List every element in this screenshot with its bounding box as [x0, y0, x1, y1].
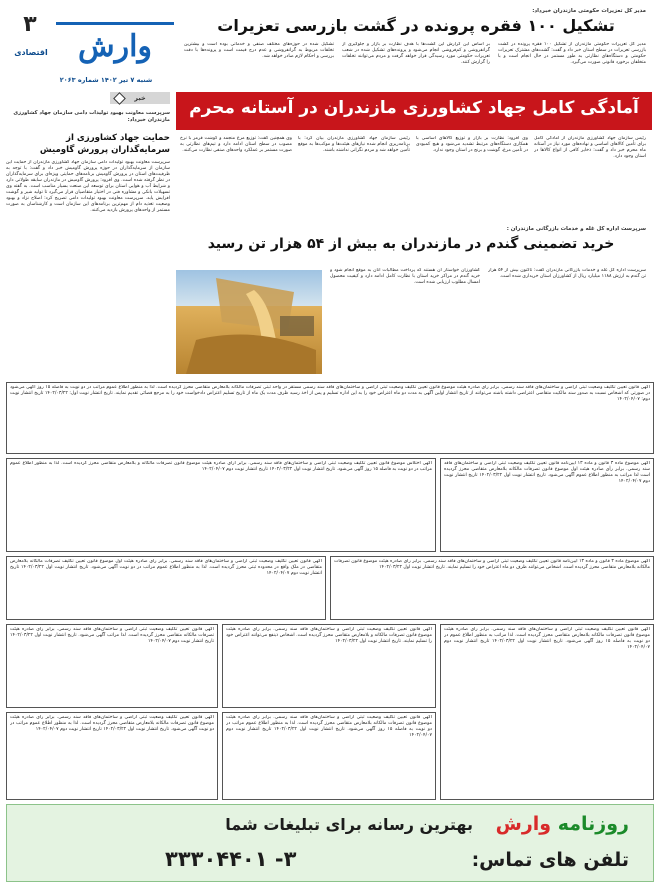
banner-headline: آمادگی کامل جهاد کشاورزی مازندران در آستانه محرم: [189, 98, 639, 118]
legal-ad-4: [330, 556, 654, 620]
legal-ad-text: آگهی قانون تعیین تکلیف وضعیت ثبتی اراضی و ساختمان‌های فاقد سند رسمی. برابر رأی صادره هیئت موضوع قانون تعیین تکلیف وضعیت ثبتی اراضی و ساختمان‌های فاقد سند رسمی مستقر در واحد ثبتی تصرفات مالکانه بلامعارض متقاضی محرز گردیده است. لذا به منظور اطلاع عموم مراتب در دو نوبت به فاصله ۱۵ روز آگهی می‌شود در صورتی که اشخاص نسبت به صدور سند مالکیت متقاضی اعتراضی داشته باشند می‌توانند از تاریخ انتشار اولین آگهی به مدت دو ماه اعتراض خود را به این اداره تسلیم و پس از اخذ رسید ظرف مدت یک ماه از تاریخ تسلیم اعتراض دادخواست خود را به مرجع قضائی تقدیم نمایند. تاریخ انتشار نوبت اول: ۱۴۰۲/۰۳/۲۲ تاریخ انتشار نوبت دوم: ۱۴۰۲/۰۴/۰۷: [10, 385, 650, 402]
footer-brand: [496, 813, 629, 835]
banner-headline-box: [176, 92, 652, 130]
top-story-kicker: مدیر کل تعزیرات حکومتی مازندران خبرداد:: [532, 8, 646, 14]
footer-contact-label: تلفن های تماس:: [471, 849, 629, 871]
footer-brand-name: وارش: [495, 813, 552, 835]
legal-ad-6: [440, 624, 654, 800]
legal-ad-9: [222, 712, 436, 800]
banner-story-col2: وی افزود: نظارت بر بازار و توزیع کالاهای اساسی با همکاری دستگاه‌های مرتبط تشدید می‌شود و هیچ کمبودی در تأمین مرغ، گوشت و برنج در استان وجود ندارد.: [416, 136, 528, 153]
news-tag: خبر: [110, 92, 170, 104]
legal-ad-text: آگهی موضوع ماده ۳ قانون و ماده ۱۳ آیین‌نامه قانون تعیین تکلیف وضعیت ثبتی اراضی و ساختمان‌های فاقد سند رسمی. برابر رأی صادره هیئت اول موضوع قانون تصرفات مالکانه بلامعارض متقاضی محرز گردیده است لذا مراتب به منظور اطلاع عموم آگهی می‌شود. تاریخ انتشار نوبت اول ۱۴۰۲/۰۳/۲۲ تاریخ انتشار نوبت دوم ۱۴۰۲/۰۴/۰۷: [444, 461, 650, 484]
legal-ad-text: آگهی قانون تعیین تکلیف وضعیت ثبتی اراضی و ساختمان‌های فاقد سند رسمی. برابر رأی صادره هیئت موضوع قانون تصرفات مالکانه و بلامعارض متقاضی محرز گردیده است. اشخاص ذینفع می‌توانند اعتراض خود را تسلیم نمایند. تاریخ انتشار نوبت اول ۱۴۰۲/۰۳/۲۲: [226, 627, 432, 644]
wheat-story-headline: خرید تضمینی گندم در مازندران به بیش از ۵۴ هزار تن رسید: [207, 236, 615, 252]
legal-ad-2: [440, 458, 654, 552]
legal-ad-7: [222, 624, 436, 708]
legal-ad-text: آگهی موضوع ماده ۳ قانون و ماده ۱۳ آیین‌نامه قانون تعیین تکلیف وضعیت ثبتی اراضی و ساختمان‌های فاقد سند رسمی. برابر رأی صادره هیئت موضوع قانون تصرفات مالکانه بلامعارض متقاضی محرز گردیده است. اشخاص می‌توانند ظرف دو ماه اعتراض خود را تسلیم نمایند. تاریخ انتشار نوبت اول ۱۴۰۲/۰۳/۲۲: [334, 559, 650, 570]
footer-slogan: بهترین رسانه برای تبلیغات شما: [225, 815, 473, 834]
legal-ad-3: [6, 458, 436, 552]
sidebar-body: سرپرست معاونت بهبود تولیدات دامی سازمان جهاد کشاورزی مازندران از حمایت این سازمان از سرمایه‌گذاران در حوزه پرورش گاومیش خبر داد و گفت: با توجه به ظرفیت‌های استان در پرورش گاومیش برنامه‌های حمایتی ویژه‌ای برای سرمایه‌گذاران در نظر گرفته شده است. وی افزود: پرورش گاومیش در مازندران سابقه طولانی دارد و شرایط آب و هوایی استان برای توسعه این صنعت بسیار مناسب است. به گفته وی تسهیلات بانکی و مشاوره فنی در اختیار متقاضیان قرار می‌گیرد تا تولید شیر و گوشت افزایش یابد. سرپرست معاونت بهبود تولیدات دامی تصریح کرد: اصلاح نژاد و بهبود وضعیت تغذیه دام از مهم‌ترین برنامه‌های این سازمان است و کارشناسان به صورت مستمر از واحدهای پرورش بازدید می‌کنند.: [6, 160, 170, 213]
banner-story-col1: رئیس سازمان جهاد کشاورزی مازندران از آمادگی کامل برای تأمین کالاهای اساسی و نهاده‌های مورد نیاز در آستانه ماه محرم خبر داد و گفت: ذخایر کافی از انواع کالاها در استان وجود دارد.: [534, 136, 646, 159]
legal-ad-text: آگهی قانون تعیین تکلیف وضعیت ثبتی اراضی و ساختمان‌های فاقد سند رسمی. برابر رأی صادره هیئت موضوع قانون تصرفات مالکانه بلامعارض متقاضی محرز گردیده است. لذا مراتب به منظور اطلاع عموم در دو نوبت به فاصله ۱۵ روز آگهی می‌شود. تاریخ انتشار نوبت اول ۱۴۰۲/۰۳/۲۲ تاریخ انتشار نوبت دوم ۱۴۰۲/۰۴/۰۷: [444, 627, 650, 650]
legal-ad-text: آگهی قانون تعیین تکلیف وضعیت ثبتی اراضی و ساختمان‌های فاقد سند رسمی. برابر رأی صادره هیئت تصرفات مالکانه متقاضی محرز گردیده است. لذا مراتب آگهی می‌شود. تاریخ انتشار نوبت اول ۱۴۰۲/۰۳/۲۲ تاریخ انتشار نوبت دوم ۱۴۰۲/۰۴/۰۷: [10, 627, 214, 644]
wheat-story-kicker: سرپرست اداره کل غله و خدمات بازرگانی مازندران :: [506, 226, 646, 232]
footer-phone-number: ۳- ۳۳۳۰۴۴۰۱: [165, 847, 297, 871]
issue-line: شنبه ۷ تیر ۱۴۰۲ شماره ۲۰۶۳: [59, 76, 153, 84]
sidebar-headline: حمایت جهاد کشاورزی از سرمایه‌گذاران پرورش گاومیش: [39, 133, 170, 155]
legal-ad-10: [6, 712, 218, 800]
footer-brand-prefix: روزنامه: [557, 813, 629, 835]
top-story-col3: تشکیل شده در حوزه‌های مختلف صنفی و خدماتی بوده است و بیشترین تخلفات مربوط به گرانفروشی و عدم درج قیمت است و پرونده‌ها با دقت بررسی و احکام لازم صادر خواهد شد.: [184, 42, 334, 59]
top-story-col2: بر اساس این گزارش این گشت‌ها با هدف نظارت بر بازار و جلوگیری از گرانفروشی و کم‌فروشی انجام می‌شود و پرونده‌های تشکیل شده در شعب تعزیرات حکومتی مورد رسیدگی قرار خواهد گرفت و مردم می‌توانند تخلفات را گزارش کنند.: [342, 42, 490, 65]
legal-ad-text: آگهی قانون تعیین تکلیف وضعیت ثبتی اراضی و ساختمان‌های فاقد سند رسمی. برابر رأی صادره هیئت اول موضوع قانون تعیین تکلیف تصرفات مالکانه بلامعارض متقاضی در ملک واقع در محدوده ثبتی محرز گردیده است. لذا به منظور اطلاع عموم مراتب در دو نوبت آگهی می‌شود. تاریخ انتشار نوبت اول ۱۴۰۲/۰۳/۲۲ تاریخ انتشار نوبت دوم ۱۴۰۲/۰۴/۰۷: [10, 559, 322, 576]
sidebar-kicker: سرپرست معاونت بهبود تولیدات دامی سازمان جهاد کشاورزی مازندران خبرداد:: [13, 110, 170, 123]
footer-advertisement: [6, 804, 654, 882]
logo-text: وارش: [78, 29, 152, 64]
newspaper-logo: [56, 12, 174, 70]
wheat-story-col1: سرپرست اداره کل غله و خدمات بازرگانی مازندران گفت: تاکنون بیش از ۵۴ هزار تن گندم به ارزش ۱۱۸۸ میلیارد ریال از کشاورزان استان خریداری شده است.: [488, 268, 646, 279]
legal-ad-1: [6, 382, 654, 454]
banner-story-col4: وی همچنین گفت: توزیع مرغ منجمد و گوشت قرمز با نرخ مصوب در سطح استان ادامه دارد و تیم‌های نظارتی به صورت مستمر بر عملکرد واحدهای صنفی نظارت می‌کنند.: [180, 136, 292, 153]
wheat-story-col2: کشاورزان خواستار آن هستند که پرداخت مطالبات آنان به موقع انجام شود و خرید گندم در مراکز خرید استان با نظارت کامل ادامه دارد و کیفیت محصول امسال مطلوب ارزیابی شده است.: [330, 268, 480, 285]
page-number: ۳: [23, 12, 37, 37]
section-name: اقتصادی: [14, 48, 48, 57]
legal-ad-text: آگهی قانون تعیین تکلیف وضعیت ثبتی اراضی و ساختمان‌های فاقد سند رسمی. برابر رأی صادره هیئت موضوع قانون تصرفات مالکانه بلامعارض متقاضی محرز گردیده است. لذا به منظور اطلاع عموم مراتب در دو نوبت به فاصله ۱۵ روز آگهی می‌شود. تاریخ انتشار نوبت اول ۱۴۰۲/۰۳/۲۲ تاریخ انتشار نوبت دوم ۱۴۰۲/۰۴/۰۷: [226, 715, 432, 738]
legal-ad-text: آگهی اختلاس موضوع قانون تعیین تکلیف وضعیت ثبتی اراضی و ساختمان‌های فاقد سند رسمی. برابر آرای صادره هیئت موضوع قانون تصرفات مالکانه و بلامعارض متقاضی محرز گردیده است. لذا به منظور اطلاع عموم مراتب در دو نوبت به فاصله ۱۵ روز آگهی می‌شود. تاریخ انتشار نوبت اول ۱۴۰۲/۰۳/۲۲ تاریخ انتشار نوبت دوم ۱۴۰۲/۰۴/۰۷: [10, 461, 432, 472]
top-story-headline: تشکیل ۱۰۰ فقره پرونده در گشت بازرسی تعزیرات: [217, 16, 615, 35]
legal-ad-5: [6, 556, 326, 620]
banner-story-col3: رئیس سازمان جهاد کشاورزی مازندران بیان کرد: با برنامه‌ریزی انجام شده نیازهای هیئت‌ها و موکب‌ها به موقع تأمین خواهد شد و مردم نگرانی نداشته باشند.: [298, 136, 410, 153]
legal-ad-8: [6, 624, 218, 708]
sidebar-news: [6, 92, 170, 364]
top-story-col1: مدیر کل تعزیرات حکومتی مازندران از تشکیل ۱۰۰ فقره پرونده در گشت بازرسی تعزیرات در سطح استان خبر داد و گفت: گشت‌های مشترک تعزیرات حکومتی و دستگاه‌های نظارتی به طور مستمر در حال انجام است و با متخلفان برخورد قانونی صورت می‌گیرد.: [498, 42, 646, 65]
wheat-harvest-photo: [176, 270, 322, 374]
legal-ad-text: آگهی قانون تعیین تکلیف وضعیت ثبتی اراضی و ساختمان‌های فاقد سند رسمی. برابر رأی صادره هیئت موضوع قانون تصرفات مالکانه بلامعارض متقاضی محرز گردیده است. لذا به منظور اطلاع عموم مراتب در دو نوبت آگهی می‌شود. تاریخ انتشار نوبت اول ۱۴۰۲/۰۳/۲۲ تاریخ انتشار نوبت دوم ۱۴۰۲/۰۴/۰۷: [10, 715, 214, 732]
masthead: [6, 8, 178, 88]
